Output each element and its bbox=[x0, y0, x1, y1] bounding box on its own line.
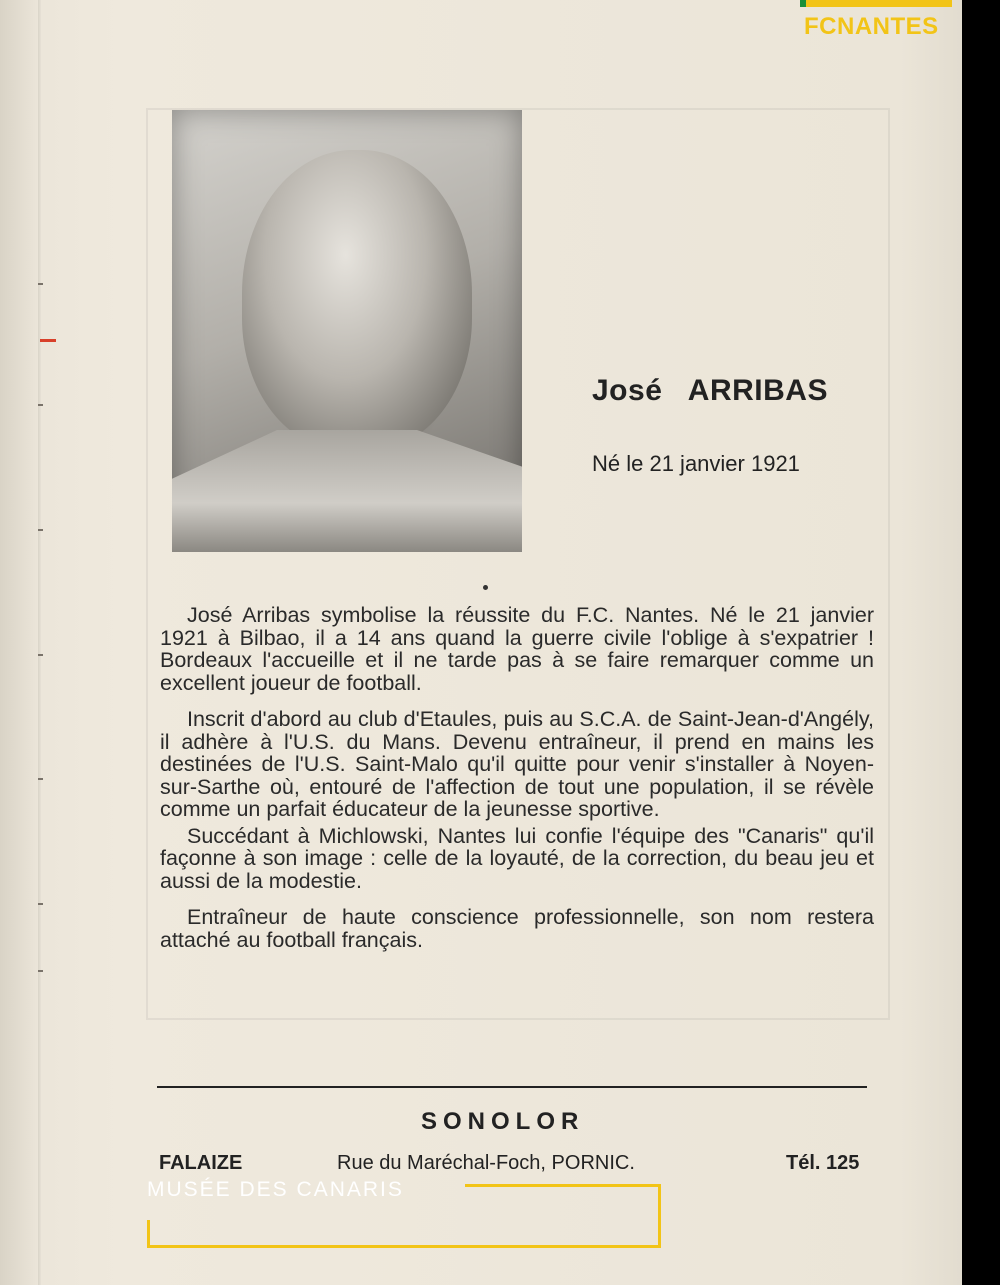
museum-label: MUSÉE DES CANARIS bbox=[147, 1178, 404, 1201]
paragraph: Entraîneur de haute conscience professionnelle, son nom restera attaché au football français. bbox=[160, 905, 874, 952]
advert-name: SONOLOR bbox=[421, 1108, 585, 1135]
decorative-dot bbox=[483, 585, 488, 590]
binding-stitch bbox=[38, 283, 43, 285]
binding-stitch bbox=[38, 529, 43, 531]
right-black-strip bbox=[962, 0, 1000, 1285]
frame-left-segment bbox=[147, 1220, 150, 1248]
paragraph: Inscrit d'abord au club d'Etaules, puis au S.C.A. de Saint-Jean-d'Angély, il adhère à l'U.S. du Mans. Devenu entraîneur, il prend en mains les destinées de l'U.S. Saint-Malo qu'il quitte pour venir s'installer à Noyen-sur-Sarthe où, entouré de l'affection de tout une population, il se révèle comme un parfait éducateur de la jeunesse sportive. bbox=[160, 707, 874, 821]
frame-top-segment bbox=[465, 1184, 661, 1187]
biography-text bbox=[160, 604, 874, 965]
advert-address: Rue du Maréchal-Foch, PORNIC. bbox=[337, 1152, 635, 1174]
binding-stitch bbox=[38, 903, 43, 905]
portrait-photo bbox=[172, 110, 522, 552]
page-spine bbox=[38, 0, 41, 1285]
advert-left: FALAIZE bbox=[159, 1152, 243, 1174]
binding-stitch bbox=[38, 778, 43, 780]
divider-rule bbox=[157, 1086, 867, 1088]
logo-text: FCNANTES bbox=[804, 13, 939, 40]
red-margin-mark bbox=[40, 339, 56, 342]
portrait-head bbox=[242, 150, 472, 450]
logo-green-bar bbox=[800, 0, 806, 7]
advert-phone: Tél. 125 bbox=[786, 1152, 860, 1174]
paragraph: José Arribas symbolise la réussite du F.C. Nantes. Né le 21 janvier 1921 à Bilbao, il a 14 ans quand la guerre civile l'oblige à s'expatrier ! Bordeaux l'accueille et il ne tarde pas à se faire remarquer comme un excellent joueur de football. bbox=[160, 603, 874, 695]
fcnantes-logo bbox=[800, 0, 952, 44]
birth-date: Né le 21 janvier 1921 bbox=[592, 451, 800, 476]
binding-stitch bbox=[38, 404, 43, 406]
profile-name: José ARRIBAS bbox=[592, 374, 828, 407]
portrait-shirt bbox=[172, 430, 522, 552]
binding-stitch bbox=[38, 654, 43, 656]
logo-yellow-bar bbox=[800, 0, 952, 7]
binding-stitch bbox=[38, 970, 43, 972]
paragraph: Succédant à Michlowski, Nantes lui confie l'équipe des "Canaris" qu'il façonne à son image : celle de la loyauté, de la correction, du beau jeu et aussi de la modestie. bbox=[160, 823, 874, 893]
